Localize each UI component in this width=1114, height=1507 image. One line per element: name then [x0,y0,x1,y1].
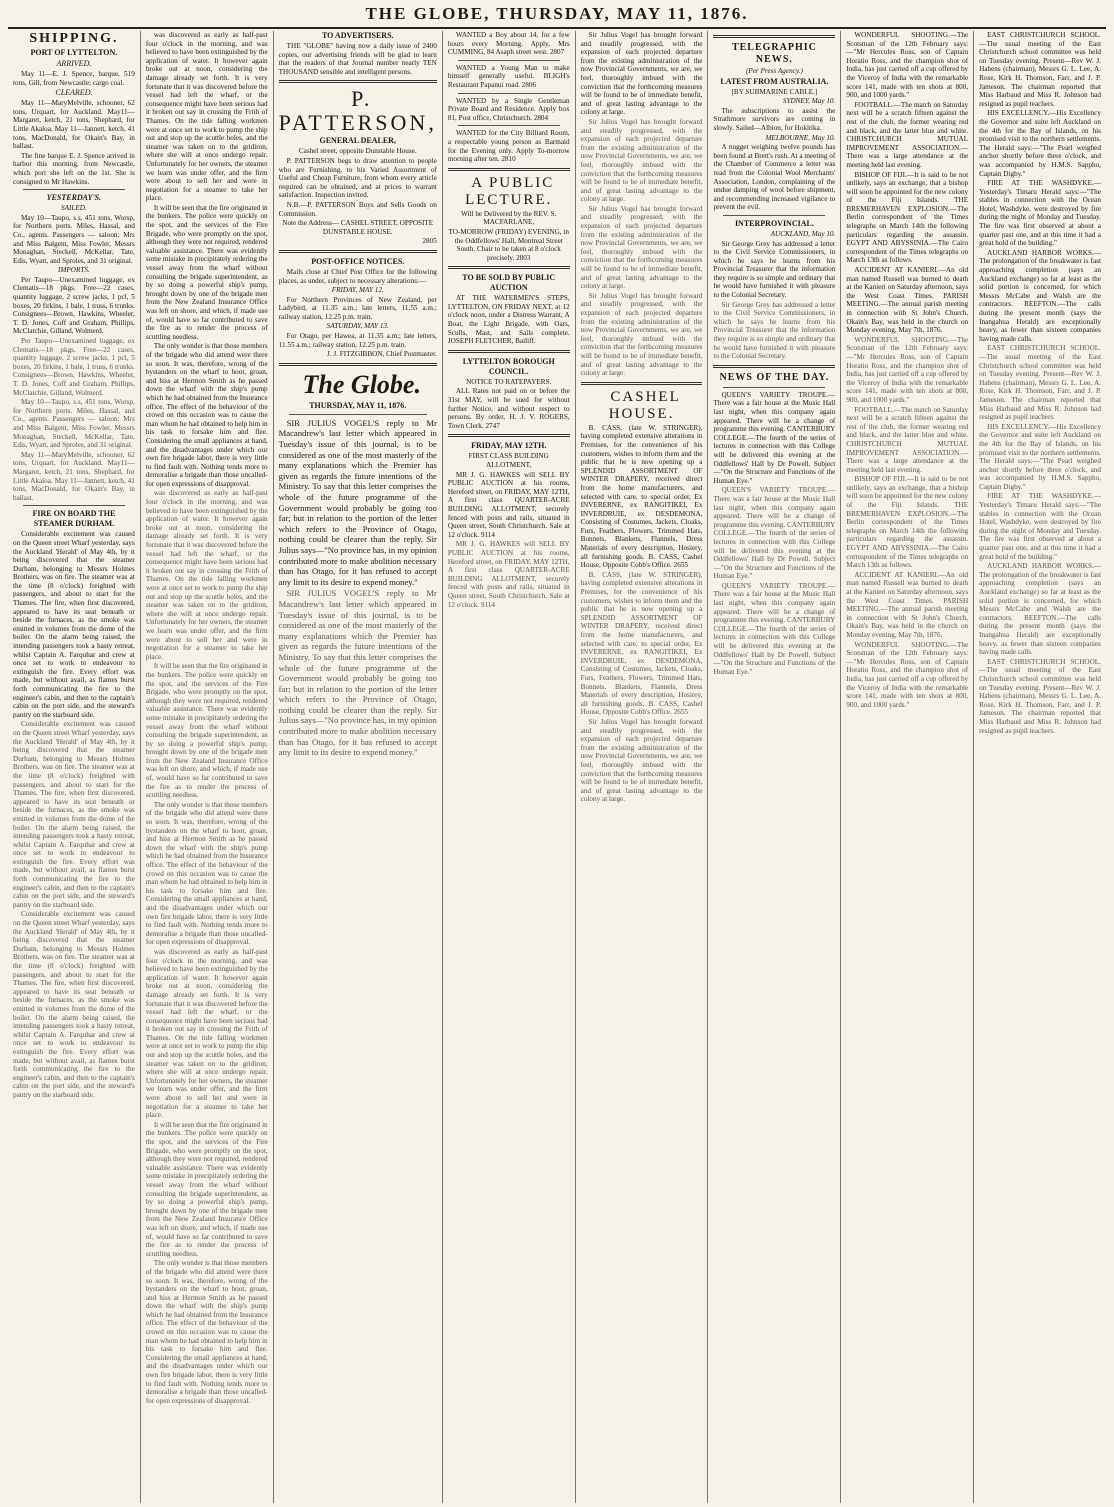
globe-title: The Globe. [302,369,421,399]
news-item-9: WONDERFUL SHOOTING.—The Scotsman of the 12th February says:—"Mr Hercules Ross, son of Captain Horatio Ross, and the champion shot of India, has just carried off a cup offered by the Viceroy of India with the remarkable score 141, made with ten shots at 800, 900, and 1000 yards." [846,640,969,709]
council-heading: LYTTELTON BOROUGH COUNCIL. [462,356,555,376]
news-of-day-heading: NEWS OF THE DAY. [719,371,830,383]
news-item-17: AUCKLAND HARBOR WORKS.—The prolongation of the breakwater is fast approaching completion (says an Auckland exchange) so far at least as the solid portion is concerned, for which Messrs McCabe and Walsh are the contractors. REEFTON.—The calls during the present month (says the Inangahua Herald) are exceptionally heavy, as fewer than sixteen companies having made calls. [979,562,1101,657]
patterson-text: P. PATTERSON begs to draw attention to people who are Furnishing, to his Varied Assortment of Useful and Cheap Furniture, from whom every article required can be obtained, and at prices to warrant satisfaction. Inspection invited. [278,156,437,200]
council-text: ALL Rates not paid on or before the 31st MAY, will be sued for without further Notice, and without respect to persons. By order, H. J. V. ROGERS, Town Clerk. 2747 [447,387,570,430]
friday-auction-sub: FIRST CLASS BUILDING ALLOTMENT, [468,452,549,469]
post-office-heading: POST-OFFICE NOTICES. [311,256,405,266]
interprovincial-text-cont: Sir George Grey has addressed a letter to the Civil Service Commissioners, in which he says he learns from his Provincial Treasurer that the information they require is so simple and ordinary that he would have furnished it with pleasure to the Colonial Secretary. [713,300,836,361]
fire-continued-4: was discovered as early as half-past four o'clock in the morning, and was believed to have been extinguished by the application of water. It however again broke out at noon, considering the damage already set forth. It is very fortunate that it was discovered before the vessel had left the wharf, or the consequence might have been serious had it broken out say in crossing the Frith of Thames. On the tide falling workmen were at once set to work to pump the ship out and stop up the scuttle holes, and the steamer was taken on to the gridiron, where she will at once undergo repair. Unfortunately for her owners, the steamer we learn was under offer, and the firm were about to sell her and were in negotiation for a steamer to take her place. [145,489,268,661]
lecture-heading: A PUBLIC LECTURE. [465,174,555,208]
column-4 [443,31,576,1503]
post-saturday-text: For Otago, per Hawea, at 11.35 a.m.; late letters, 11.55 a.m.; railway station, 12.25 p.m. train. [278,332,437,349]
divider [279,363,437,366]
news-item-2: FOOTBALL.—The match on Saturday next will be a scratch fifteen against the rest of the club, the former wearing red and black, and the latter blue and white. CHRISTCHURCH MUTUAL IMPROVEMENT ASSOCIATION.—There was a large attendance at the meeting held last evening. [846,100,969,169]
post-signed: J. J. FITZGIBBON, Chief Postmaster. [327,350,437,359]
wanted-ad-2: WANTED a Young Man to make himself generally useful. BLIGH's Restaurant Papanui road. 2806 [447,63,570,89]
interprovincial-text: Sir George Grey has addressed a letter to the Civil Service Commissioners, in which he says he learns from his Provincial Treasurer that the information they require is so simple and ordinary that he would have furnished it with pleasure to the Colonial Secretary. [713,239,836,300]
news-of-day-text-cont: QUEEN'S VARIETY TROUPE.—There was a fair house at the Music Hall last night, when this company again appeared. There will be a change of programme this evening. CANTERBURY COLLEGE.—The fourth of the series of lectures in connection with this College will be delivered this evening at the Oddfellows' Hall by Dr Powell. Subject—"On the Structure and Functions of the Human Eye." [713,486,836,581]
lecture-text: TO-MORROW (FRIDAY) EVENING, in the Oddfellows' Hall, Montreal Street South. Chair to be taken at 8 o'clock precisely. 2803 [448,227,569,262]
auckland-dateline: AUCKLAND, May 10. [770,229,836,238]
column-7 [841,31,974,1503]
fire-continued-2: It will be seen that the fire originated in the bunkers. The police were quickly on the spot, and the services of the Fire Brigade, who were promptly on the spot, although they were not required, rendered valuable assistance. There was evidently some mistake in precipitately ordering the vessel away from the wharf without consulting the brigade superintendent, as by so doing a powerful ship's pump, brought down by one of the brigade men from the New Zealand Insurance Office was left on shore, and which, if made use of, would have so far contributed to save the fire as to render the process of scuttling needless. [145,203,268,341]
divider [723,387,825,388]
cleared-label: CLEARED. [55,88,93,98]
imports-text-cont: Per Taupo—Unexamined luggage, ex Clematis—18 pkgs. Free—22 cases, quantity luggage, 2 screw jacks, 1 pcl, 5 boxes, 20 firkins, 1 bale, 1 truss, 6 trunks. Consignees—Brown, Hawkins, Wheeler, T. D. Jones, Coff and Graham, Phillips, McClatchie, Gilland, Wolmerd. [13,337,135,397]
divider [23,189,125,190]
auction-text: AT THE WATERMEN'S STEPS, LYTTELTON, ON FRIDAY NEXT, at 12 o'clock noon, under a Distress Warrant, A Boat, the Light Brigade, with Oars, Sculls, Mast, and Sails complete. JOSEPH FLETCHER, Bailiff. [447,294,570,346]
arrived-text: May 11—E. J. Spence, barque, 519 tons, Gill, from Newcastle; cargo coal. [13,70,135,87]
imports-text: Per Taupo—Unexamined luggage, ex Clematis—18 pkgs. Free—22 cases, quantity luggage, 2 screw jacks, 1 pcl, 5 boxes, 20 firkins, 1 bale, 1 truss, 6 trunks. Consignees—Brown, Hawkins, Wheeler, T. D. Jones, Coff and Graham, Phillips, McClatchie, Gilland, Wolmerd. [13,275,135,336]
news-item-12: FIRE AT THE WASHDYKE.—Yesterday's Timaru Herald says:—"The stables in connection with the Ocean Hotel, Washdyke, were destroyed by fire during the night of Monday and Tuesday. The fire was first observed at about a quarter past one, and at this time it had a great hold of the building." [979,179,1101,248]
vogel-text-cont: Sir Julius Vogel has brought forward and steadily progressed, with the expansion of each projected departure from the existing administration of the now Provincial Governments, we are, we feel, thoroughly imbued with the conviction that the forthcoming measures will be found to be of immediate benefit, and of great lasting advantage to the colony at large. [580,117,703,204]
column-1 [8,31,141,1503]
news-item-7: BISHOP OF FIJI.—It is said to be not unlikely, says an exchange, that a bishop will soon be appointed for the new colony of the Fiji Islands. THE BREMERHAVEN EXPLOSION.—The Berlin correspondent of the Times telegraphs on March 14th the following particulars regarding the assassin. EGYPT AND ABYSSINIA.—The Cairo correspondent of the Times telegraphs on March 13th as follows. [846,475,969,570]
friday-auction-heading: FRIDAY, MAY 12TH. [471,441,547,451]
sailed-label: SAILED. [61,204,87,213]
fire-continued-8: It will be seen that the fire originated in the bunkers. The police were quickly on the spot, and the services of the Fire Brigade, who were promptly on the spot, although they were not required, rendered valuable assistance. There was evidently some mistake in precipitately ordering the vessel away from the wharf without consulting the brigade superintendent, as by so doing a powerful ship's pump, brought down by one of the brigade men from the New Zealand Insurance Office was left on shore, and which, if made use of, would have so far contributed to save the fire as to render the process of scuttling needless. [145,1120,268,1258]
patterson-nb: N.B.—P. PATTERSON Buys and Sells Goods on Commission. [278,200,437,218]
vogel-text-cont-4: Sir Julius Vogel has brought forward and steadily progressed, with the expansion of each projected departure from the existing administration of the now Provincial Governments, we are, we feel, thoroughly imbued with the conviction that the forthcoming measures will be found to be of immediate benefit, and of great lasting advantage to the colony at large. [580,717,703,804]
news-item-10: EAST CHRISTCHURCH SCHOOL.—The usual meeting of the East Christchurch school committee was held on Tuesday evening. Present—Rev W. J. Habens (chairman), Messrs G. L. Lee, A. Rose, Kirk H. Thomson, Farr, and J. P. Jameson. The chairman reported that Miss Harbaud and Miss R. Johnson had resigned as pupil teachers. [979,31,1101,108]
divider [458,125,560,126]
patterson-name: P. PATTERSON, [278,86,437,136]
fire-continued-6: The only wonder is that those members of the brigade who did attend were there so soon. It was, therefore, wrong of the bystanders on the wharf to hoot, groan, and hiss at Hermon Smith as he passed down the wharf with the ship's pump which he had obtained from the Insurance office. The effect of the behaviour of the crowd on this occasion was to cause the man whom he had obtained to help him in his task to forsake him and flee. Considering the small appliances at hand, and the disadvantages under which our own fire brigade labor, there is very little to find fault with. Nothing tends more to demoralise a brigade than those uncalled-for open expressions of disapproval. [145,800,268,947]
sydney-dateline: SYDNEY, May 10. [782,97,836,106]
cleared-text: May 11—MaryMelville, schooner, 62 tons, Urquart, for Auckland. May11—Margaret, ketch, 21 tons, Shephard, for Little Akaloa. May 11—Jannett, ketch, 41 tons, MacDonald, for Okain's Bay, in ballast. [13,99,135,151]
wanted-ad-4: WANTED for the City Billiard Room, a respectable young person as Barmaid for the Evening only. Apply To-morrow morning after ten. 2810 [447,129,570,164]
vogel-text: Sir Julius Vogel has brought forward and steadily progressed, with the expansion of each projected departure from the existing administration of the now Provincial Governments, we are, we feel, thoroughly imbued with the conviction that the forthcoming measures will be found to be of immediate benefit, and of great lasting advantage to the colony at large. [580,31,703,117]
telegraphic-heading: TELEGRAPHIC NEWS. [731,42,817,65]
divider [458,93,560,94]
column-8 [974,31,1106,1503]
cleared-text-cont: May 11—MaryMelville, schooner, 62 tons, Urquart, for Auckland. May11—Margaret, ketch, 21 tons, Shephard, for Little Akaloa. May 11—Jannett, ketch, 41 tons, MacDonald, for Okain's Bay, in ballast. [13,450,135,502]
arrived-label: ARRIVED. [56,59,92,68]
shipping-note: The fine barque E. J. Spence arrived in harbor this morning, from Newcastle, which port she left on the 1st. She is consigned to Mr Hawkins. [13,151,135,186]
patterson-note: Note the Address— CASHEL STREET, OPPOSITE DUNSTABLE HOUSE. [282,219,434,236]
sydney-text: The subscriptions to assist the Strathmore survivors are coming in slowly. Sailed—Albion, for Hokitika. [713,106,836,132]
news-item-15: HIS EXCELLENCY.—His Excellency the Governor and suite left Auckland on the 4th for the Bay of Islands, on his promised visit to the northern settlements. The Herald says:—"The Pearl weighed anchor shortly before three o'clock, and was accompanied by H.M.S. Sappho, Captain Digby." [979,422,1101,491]
divider [448,266,570,269]
cashel-house-heading: CASHEL HOUSE. [608,388,681,422]
columns [8,31,1106,1503]
news-item-4: ACCIDENT AT KANIERI.—An old man named Russell was burned to death at the Kanieri on Saturday afternoon, says the West Coast Times. PARISH MEETING.—The annual parish meeting in connection with St John's Church, Okain's Bay, was held in the church on Monday evening, May 7th, 1876. [846,266,969,335]
fire-continued-9: The only wonder is that those members of the brigade who did attend were there so soon. It was, therefore, wrong of the bystanders on the wharf to hoot, groan, and hiss at Hermon Smith as he passed down the wharf with the ship's pump which he had obtained from the Insurance office. The effect of the behaviour of the crowd on this occasion was to cause the man whom he had obtained to help him in his task to forsake him and flee. Considering the small appliances at hand, and the disadvantages under which our own fire brigade labor, there is very little to find fault with. Nothing tends more to demoralise a brigade than those uncalled-for open expressions of disapproval. [145,1259,268,1405]
council-sub: NOTICE TO RATEPAYERS. [466,377,552,386]
news-item-16: FIRE AT THE WASHDYKE.—Yesterday's Timaru Herald says:—"The stables in connection with the Ocean Hotel, Washdyke, were destroyed by fire during the night of Monday and Tuesday. The fire was first observed at about a quarter past one, and at this time it had a great hold of the building." [979,492,1101,561]
divider [23,505,125,506]
leader-text-cont: SIR JULIUS VOGEL'S reply to Mr Macandrew's last letter which appeared in Tuesday's issue of this journal, is to be considered as one of the most masterly of the many explanations which the Premier has given as regards the future intentions of the Ministry. To say that this letter comprises the whole of the future programme of the Government would probably be going too far; but in relation to the portion of the letter which refers to the Province of Otago, nothing could be clearer than the reply. Sir Julius says—"No province has, in my opinion contributed more to make abolition necessary than has Otago, for it has refused to accept any limit to its desire to expend money." [278,588,437,758]
imports-label: IMPORTS. [58,266,90,275]
friday-auction-text: MR J. G. HAWKES will SELL BY PUBLIC AUCTION at his rooms, Hereford street, on FRIDAY, MAY 12TH, A first class QUARTER-ACRE BUILDING ALLOTMENT, securely fenced with posts and rails, situated in Queen street, South Christchurch. Sale at 12 o'clock. 9114 [447,470,570,539]
news-item-11: HIS EXCELLENCY.—His Excellency the Governor and suite left Auckland on the 4th for the Bay of Islands, on his promised visit to the northern settlements. The Herald says:—"The Pearl weighed anchor shortly before three o'clock, and was accompanied by H.M.S. Sappho, Captain Digby." [979,109,1101,178]
leader-text: SIR JULIUS VOGEL'S reply to Mr Macandrew's last letter which appeared in Tuesday's issue of this journal, is to be considered as one of the most masterly of the many explanations which the Premier has given as regards the future intentions of the Ministry. To say that this letter comprises the whole of the future programme of the Government would probably be going too far; but in relation to the portion of the letter which refers to the Province of Otago, nothing could be clearer than the reply. Sir Julius says—"No province has, in my opinion contributed more to make abolition necessary than has Otago, for it has refused to accept any limit to its desire to expend money." [278,417,437,587]
post-office-text: Mails close at Chief Post Office for the following places, as under, subject to necessary alterations:— [278,267,437,285]
patterson-ref: 2805 [422,237,437,246]
friday-auction-text-cont: MR J. G. HAWKES will SELL BY PUBLIC AUCTION at his rooms, Hereford street, on FRIDAY, MAY 12TH, A first class QUARTER-ACRE BUILDING ALLOTMENT, securely fenced with posts and rails, situated in Queen street, South Christchurch. Sale at 12 o'clock. 9114 [447,540,570,609]
fire-continued-1: was discovered as early as half-past four o'clock in the morning, and was believed to have been extinguished by the application of water. It however again broke out at noon, considering the damage already set forth. It is very fortunate that it was discovered before the vessel had left the wharf, or the consequence might have been serious had it broken out say in crossing the Frith of Thames. On the tide falling workmen were at once set to work to pump the ship out and stop up the scuttle holes, and the steamer was taken on to the gridiron, where she will at once undergo repair. Unfortunately for her owners, the steamer we learn was under offer, and the firm were about to sell her and were in negotiation for a steamer to take her place. [145,31,268,203]
news-item-3: BISHOP OF FIJI.—It is said to be not unlikely, says an exchange, that a bishop will soon be appointed for the new colony of the Fiji Islands. THE BREMERHAVEN EXPLOSION.—The Berlin correspondent of the Times telegraphs on March 14th the following particulars regarding the assassin. EGYPT AND ABYSSINIA.—The Cairo correspondent of the Times telegraphs on March 13th as follows. [846,170,969,265]
column-6 [708,31,841,1503]
latest-australia: LATEST FROM AUSTRALIA. [720,76,829,86]
melbourne-text: A nugget weighing twelve pounds has been found at Brett's rush. At a meeting of the Chamber of Commerce a letter was read from the Colonial Wool Merchants' Association, London, complaining of the undue damping of wool before shipment, and recommending increased vigilance to prevent the evil. [713,143,836,212]
melbourne-dateline: MELBOURNE, May 10. [765,133,836,142]
advertisers-heading: TO ADVERTISERS. [321,31,394,40]
news-item-8: ACCIDENT AT KANIERI.—An old man named Russell was burned to death at the Kanieri on Saturday afternoon, says the West Coast Times. PARISH MEETING.—The annual parish meeting in connection with St John's Church, Okain's Bay, was held in the church on Monday evening, May 7th, 1876. [846,570,969,639]
wanted-ad-1: WANTED a Boy about 14, for a few hours every Morning. Apply, Mrs CUMMING, 84 Asaph street west. 2807 [447,31,570,57]
vogel-text-cont-3: Sir Julius Vogel has brought forward and steadily progressed, with the expansion of each projected departure from the existing administration of the now Provincial Governments, we are, we feel, thoroughly imbued with the conviction that the forthcoming measures will be found to be of immediate benefit, and of great lasting advantage to the colony at large. [580,291,703,378]
vogel-text-cont-2: Sir Julius Vogel has brought forward and steadily progressed, with the expansion of each projected departure from the existing administration of the now Provincial Governments, we are, we feel, thoroughly imbued with the conviction that the forthcoming measures will be found to be of immediate benefit, and of great lasting advantage to the colony at large. [580,204,703,291]
divider [581,382,703,385]
port-heading: PORT OF LYTTELTON. [30,48,118,57]
divider [723,215,825,216]
sailed-text: May 10—Taupo, s.s, 451 tons, Worsp, for Northern ports. Miles, Hassal, and Co., agents. Passengers — saloon: Mrs and Miss Balgent, Miss Fowler, Messrs Monaghan, Steckell, McKellar, Tate, Edis, Wyatt, and Sproles, and 31 original. [13,213,135,265]
press-agency: (Per Press Agency.) [745,67,803,75]
news-item-13: AUCKLAND HARBOR WORKS.—The prolongation of the breakwater is fast approaching completion (says an Auckland exchange) so far at least as the solid portion is concerned, for which Messrs McCabe and Walsh are the contractors. REEFTON.—The calls during the present month (says the Inangahua Herald) are exceptionally heavy, as fewer than sixteen companies having made calls. [979,248,1101,343]
divider [713,365,835,368]
submarine-cable: [BY SUBMARINE CABLE.] [731,87,818,96]
fire-continued-3: The only wonder is that those members of the brigade who did attend were there so soon. It was, therefore, wrong of the bystanders on the wharf to hoot, groan, and hiss at Hermon Smith as he passed down the wharf with the ship's pump which he had obtained from the Insurance office. The effect of the behaviour of the crowd on this occasion was to cause the man whom he had obtained to help him in his task to forsake him and flee. Considering the small appliances at hand, and the disadvantages under which our own fire brigade labor, there is very little to find fault with. Nothing tends more to demoralise a brigade than those uncalled-for open expressions of disapproval. [145,342,268,488]
patterson-role: GENERAL DEALER, [319,136,396,146]
advertisers-text: THE "GLOBE" having now a daily issue of 2400 copies, our advertising friends will be glad to learn that the readers of that Journal number nearly TEN THOUSAND sensible and intelligent persons. [278,42,437,76]
fire-heading: FIRE ON BOARD THE STEAMER DURHAM. [32,509,116,529]
news-item-18: EAST CHRISTCHURCH SCHOOL.—The usual meeting of the East Christchurch school committee was held on Tuesday evening. Present—Rev W. J. Habens (chairman), Messrs G. L. Lee, A. Rose, Kirk H. Thomson, Farr, and J. P. Jameson. The chairman reported that Miss Harbaud and Miss R. Johnson had resigned as pupil teachers. [979,657,1101,735]
post-friday: FRIDAY, MAY 12. [331,286,384,295]
divider [448,168,570,171]
fire-continued-7: was discovered as early as half-past four o'clock in the morning, and was believed to have been extinguished by the application of water. It however again broke out at noon, considering the damage already set forth. It is very fortunate that it was discovered before the vessel had left the wharf, or the consequence might have been serious had it broken out say in crossing the Frith of Thames. On the tide falling workmen were at once set to work to pump the ship out and stop up the scuttle holes, and the steamer was taken on to the gridiron, where she will at once undergo repair. Unfortunately for her owners, the steamer we learn was under offer, and the firm were about to sell her and were in negotiation for a steamer to take her place. [145,947,268,1120]
masthead: THE GLOBE, THURSDAY, MAY 11, 1876. [365,4,749,23]
divider [713,35,835,38]
news-item-5: WONDERFUL SHOOTING.—The Scotsman of the 12th February says:—"Mr Hercules Ross, son of Captain Horatio Ross, and the champion shot of India, has just carried off a cup offered by the Viceroy of India with the remarkable score 141, made with ten shots at 800, 900, and 1000 yards." [846,335,969,404]
cashel-house-text-cont: B. CASS, (late W. STRINGER), having completed extensive alterations in Premises, for the convenience of his customers, wishes to inform them and the public that he is now opening up a SPLENDID ASSORTMENT OF WINTER DRAPERY, received direct from the home manufacturers, and selected with care, to special order, Ex INVERERNE, ex RANGITIKEI, Ex INVERDRUIE, ex DESDEMONA, Consisting of Costumes, Jackets, Cloaks, Furs, Feathers, Flowers, Trimmed Hats, Bonnets, Blankets, Flannels, Dress Materials of every description, Hosiery, all furnishing goods. B. CASS, Cashel House, Opposite Cobb's Office. 2655 [580,570,703,717]
fire-text-cont: Considerable excitement was caused on the Queen street Wharf yesterday, says the Auckland 'Herald' of May 4th, by it being discovered that the steamer Durham, belonging to Messrs Holmes Brothers, was on fire. The steamer was at the time (8 o'clock) freighted with passengers, and about to start for the Thames. The fire, when first discovered, appeared to have its seat beneath or beside the furnaces, as the smoke was emitted in volumes from the dome of the boiler. On the alarm being raised, the intending passengers took a hasty retreat, whilst Captain A. Farquhar and crew at once set to work to endeavour to extinguish the fire. Every effort was made, but without avail, as flames burst forth communicating the fire to the engineer's cabin, and then to the captain's cabin on the port side, and the steward's pantry on the starboard side. [13,720,135,909]
news-of-day-text: QUEEN'S VARIETY TROUPE.—There was a fair house at the Music Hall last night, when this company again appeared. There will be a change of programme this evening. CANTERBURY COLLEGE.—The fourth of the series of lectures in connection with this College will be delivered this evening at the Oddfellows' Hall by Dr Powell. Subject—"On the Structure and Functions of the Human Eye." [713,390,836,485]
fire-text: Considerable excitement was caused on the Queen street Wharf yesterday, says the Auckland 'Herald' of May 4th, by it being discovered that the steamer Durham, belonging to Messrs Holmes Brothers, was on fire. The steamer was at the time (8 o'clock) freighted with passengers, and about to start for the Thames. The fire, when first discovered, appeared to have its seat beneath or beside the furnaces, as the smoke was emitted in volumes from the dome of the boiler. On the alarm being raised, the intending passengers took a hasty retreat, whilst Captain A. Farquhar and crew at once set to work to endeavour to extinguish the fire. Every effort was made, but without avail, as flames burst forth communicating the fire to the engineer's cabin, and then to the captain's cabin on the port side, and the steward's pantry on the starboard side. [13,530,135,719]
wanted-ad-3: WANTED by a Single Gentleman Private Board and Residence. Apply box 81, Post office, Christchurch. 2804 [447,96,570,122]
divider [279,250,437,253]
yesterday-heading: YESTERDAY'S. [46,193,102,203]
news-of-day-text-cont-2: QUEEN'S VARIETY TROUPE.—There was a fair house at the Music Hall last night, when this company again appeared. There will be a change of programme this evening. CANTERBURY COLLEGE.—The fourth of the series of lectures in connection with this College will be delivered this evening at the Oddfellows' Hall by Dr Powell. Subject—"On the Structure and Functions of the Human Eye." [713,581,836,676]
column-3 [274,31,443,1503]
lecture-by: Will be Delivered by the REV. S. MACFARLANE, [461,209,557,227]
auction-heading: TO BE SOLD BY PUBLIC AUCTION [462,273,556,293]
globe-date: THURSDAY, MAY 11, 1876. [309,400,407,410]
post-saturday: SATURDAY, MAY 13. [326,322,389,331]
masthead-rule [8,27,1106,29]
column-2 [141,31,274,1503]
post-friday-text: For Northern Provinces of New Zealand, per Ladybird, at 11.35 a.m.; late letters, 11.55 a.m.; railway station, 12.25 p.m. train. [278,295,437,321]
divider [289,414,427,415]
divider [448,434,570,437]
fire-continued-5: It will be seen that the fire originated in the bunkers. The police were quickly on the spot, and the services of the Fire Brigade, who were promptly on the spot, although they were not required, rendered valuable assistance. There was evidently some mistake in precipitately ordering the vessel away from the wharf without consulting the brigade superintendent, as by so doing a powerful ship's pump, brought down by one of the brigade men from the New Zealand Insurance Office was left on shore, and which, if made use of, would have so far contributed to save the fire as to render the process of scuttling needless. [145,662,268,800]
news-item-14: EAST CHRISTCHURCH SCHOOL.—The usual meeting of the East Christchurch school committee was held on Tuesday evening. Present—Rev W. J. Habens (chairman), Messrs G. L. Lee, A. Rose, Kirk H. Thomson, Farr, and J. P. Jameson. The chairman reported that Miss Harbaud and Miss R. Johnson had resigned as pupil teachers. [979,344,1101,422]
shipping-heading: SHIPPING. [29,31,119,46]
divider [279,80,437,83]
sailed-text-cont: May 10—Taupo, s.s, 451 tons, Worsp, for Northern ports. Miles, Hassal, and Co., agents. Passengers — saloon: Mrs and Miss Balgent, Miss Fowler, Messrs Monaghan, Steckell, McKellar, Tate, Edis, Wyatt, and Sproles, and 31 original. [13,398,135,450]
divider [448,350,570,353]
fire-text-cont-2: Considerable excitement was caused on the Queen street Wharf yesterday, says the Auckland 'Herald' of May 4th, by it being discovered that the steamer Durham, belonging to Messrs Holmes Brothers, was on fire. The steamer was at the time (8 o'clock) freighted with passengers, and about to start for the Thames. The fire, when first discovered, appeared to have its seat beneath or beside the furnaces, as the smoke was emitted in volumes from the dome of the boiler. On the alarm being raised, the intending passengers took a hasty retreat, whilst Captain A. Farquhar and crew at once set to work to endeavour to extinguish the fire. Every effort was made, but without avail, as flames burst forth communicating the fire to the engineer's cabin, and then to the captain's cabin on the port side, and the steward's pantry on the starboard side. [13,910,135,1099]
patterson-address: Cashel street, opposite Dunstable House. [298,147,417,156]
cashel-house-text: B. CASS, (late W. STRINGER), having completed extensive alterations in Premises, for the convenience of his customers, wishes to inform them and the public that he is now opening up a SPLENDID ASSORTMENT OF WINTER DRAPERY, received direct from the home manufacturers, and selected with care, to special order, Ex INVERERNE, ex RANGITIKEI, Ex INVERDRUIE, ex DESDEMONA, Consisting of Costumes, Jackets, Cloaks, Furs, Feathers, Flowers, Trimmed Hats, Bonnets, Blankets, Flannels, Dress Materials of every description, Hosiery, all furnishing goods. B. CASS, Cashel House, Opposite Cobb's Office. 2655 [580,423,703,570]
news-item-1: WONDERFUL SHOOTING.—The Scotsman of the 12th February says:—"Mr Hercules Ross, son of Captain Horatio Ross, and the champion shot of India, has just carried off a cup offered by the Viceroy of India with the remarkable score 141, made with ten shots at 800, 900, and 1000 yards." [846,31,969,100]
column-5 [576,31,709,1503]
divider [458,60,560,61]
news-item-6: FOOTBALL.—The match on Saturday next will be a scratch fifteen against the rest of the club, the former wearing red and black, and the latter blue and white. CHRISTCHURCH MUTUAL IMPROVEMENT ASSOCIATION.—There was a large attendance at the meeting held last evening. [846,405,969,474]
interprovincial-heading: INTERPROVINCIAL. [734,218,814,228]
